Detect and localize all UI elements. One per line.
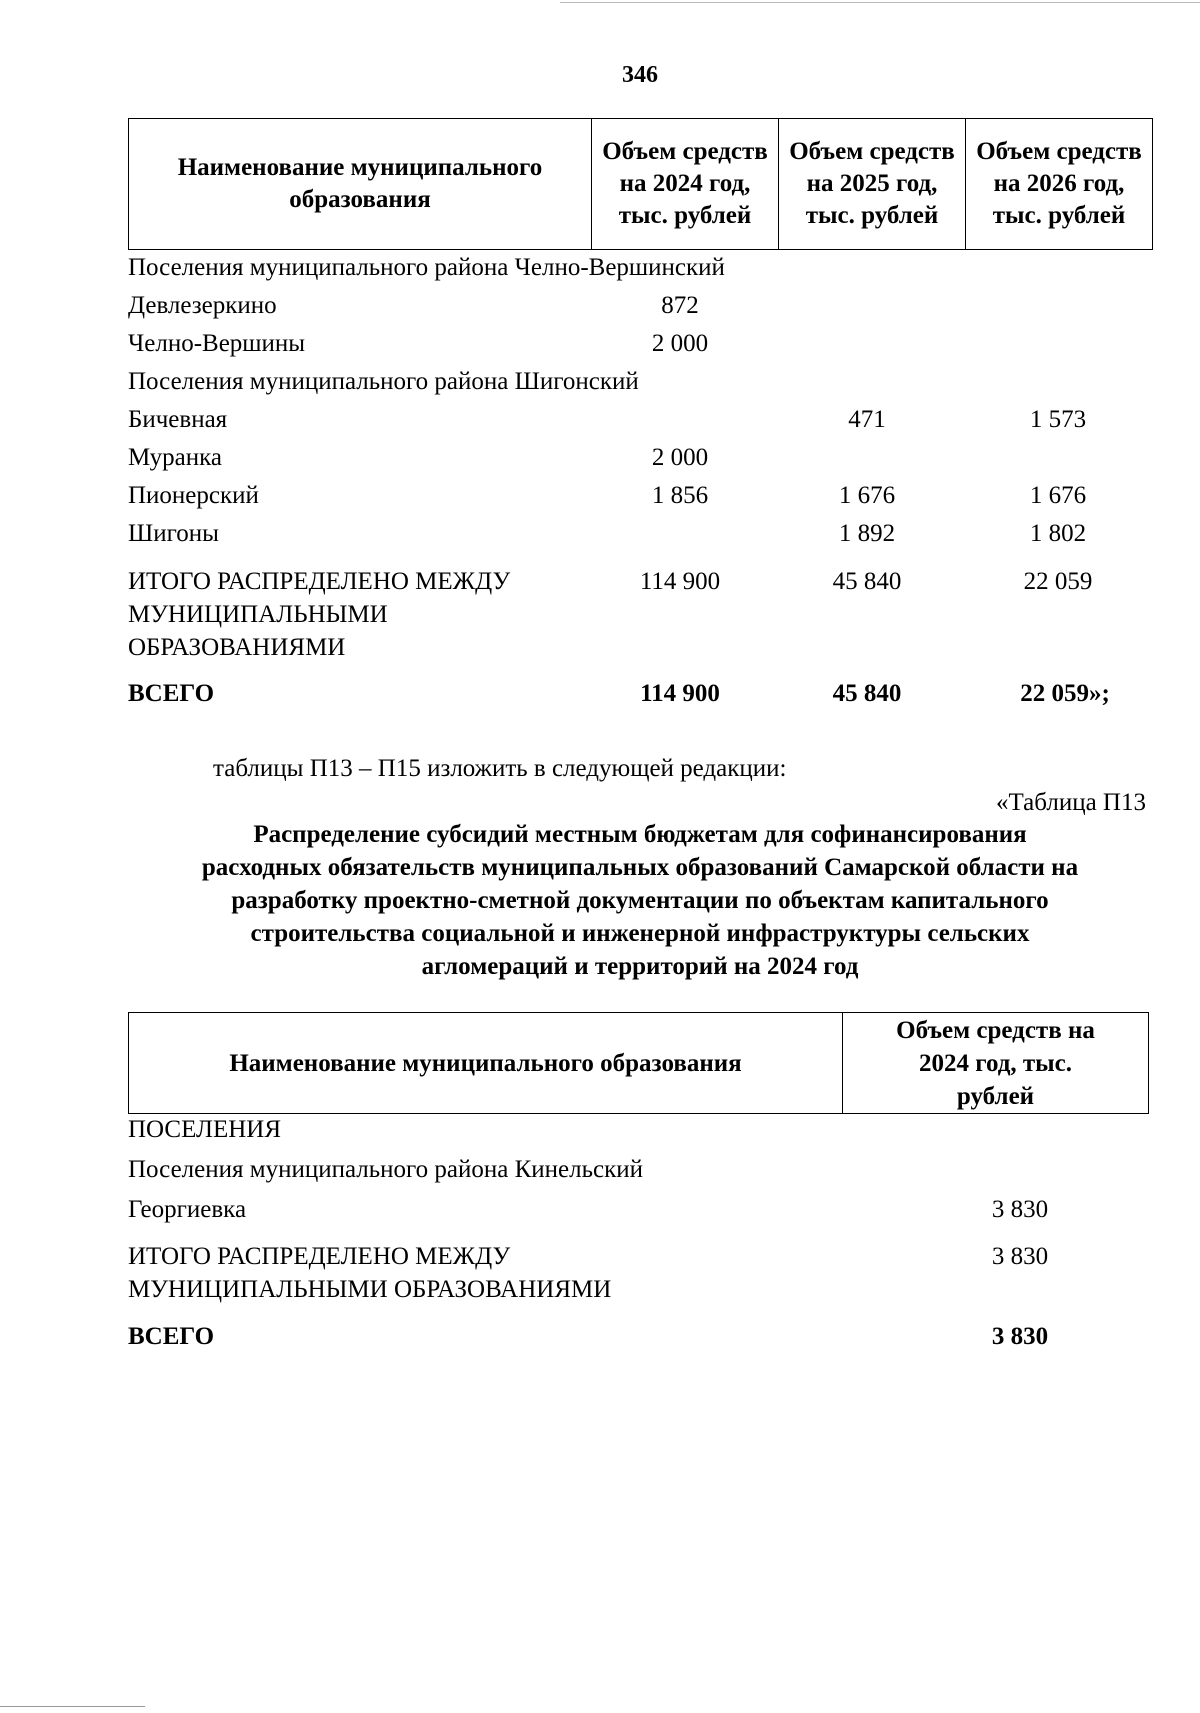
table1-row: Муранка: [128, 444, 222, 471]
table1-row: Девлезеркино: [128, 292, 277, 319]
table2-cell-2024: 3 830: [991, 1196, 1049, 1223]
table1-cell-2026: 1 802: [1029, 520, 1087, 547]
table1-header: [128, 118, 1153, 250]
caption-line: Распределение субсидий местным бюджетам для софинансирования: [253, 821, 1027, 848]
table1-col-2025: Объем средств на 2025 год, тыс. рублей: [779, 119, 966, 250]
table2-caption: [128, 818, 1152, 983]
table2-header: [128, 1012, 1149, 1114]
table1-row: Челно-Вершины: [128, 330, 306, 357]
table-reference: «Таблица П13: [996, 789, 1146, 816]
scan-artifact-bottom: [0, 1706, 145, 1707]
table2-col-name: Наименование муниципального образования: [129, 1013, 843, 1114]
table2-section: ПОСЕЛЕНИЯ: [128, 1116, 282, 1143]
table1-row: Пионерский: [128, 482, 259, 509]
table2-grand-total-label: ВСЕГО: [128, 1323, 215, 1350]
table1-grand-total-label: ВСЕГО: [128, 680, 215, 707]
table1-cell-2025: 1 892: [838, 520, 896, 547]
caption-line: агломераций и территорий на 2024 год: [421, 953, 859, 980]
table2-total-2024: 3 830: [991, 1243, 1049, 1270]
table1-total-label: МУНИЦИПАЛЬНЫМИ: [128, 601, 388, 628]
table1-total-2026: 22 059: [1023, 568, 1093, 595]
table1-row: Бичевная: [128, 406, 228, 433]
table2-row: Георгиевка: [128, 1196, 247, 1223]
table1-total-2024: 114 900: [639, 568, 721, 595]
table1-total-label: ИТОГО РАСПРЕДЕЛЕНО МЕЖДУ: [128, 568, 511, 595]
table1-cell-2024: 872: [661, 292, 699, 319]
table1-cell-2025: 1 676: [838, 482, 896, 509]
page-number: 346: [622, 62, 658, 88]
table2-total-label: ИТОГО РАСПРЕДЕЛЕНО МЕЖДУ: [128, 1243, 511, 1270]
table1-cell-2024: 2 000: [651, 444, 709, 471]
table2-total-label: МУНИЦИПАЛЬНЫМИ ОБРАЗОВАНИЯМИ: [128, 1276, 612, 1303]
caption-line: разработку проектно-сметной документации по объектам капитального: [231, 887, 1049, 914]
table1-cell-2024: 1 856: [651, 482, 709, 509]
table1-row: Шигоны: [128, 520, 219, 547]
table2-subsection: Поселения муниципального района Кинельский: [128, 1156, 644, 1183]
table1-grand-total-2026: 22 059»;: [1020, 680, 1110, 707]
table2-grand-total-2024: 3 830: [991, 1323, 1049, 1350]
table1-cell-2025: 471: [848, 406, 886, 433]
caption-line: строительства социальной и инженерной инфраструктуры сельских: [250, 920, 1030, 947]
table1-grand-total-2024: 114 900: [640, 680, 720, 707]
table1-total-label: ОБРАЗОВАНИЯМИ: [128, 634, 346, 661]
caption-line: расходных обязательств муниципальных образований Самарской области на: [201, 854, 1079, 881]
table1-col-name: Наименование муниципального образования: [129, 119, 592, 250]
amendment-paragraph: таблицы П13 – П15 изложить в следующей редакции:: [213, 755, 787, 782]
table2-col-2024: Объем средств на 2024 год, тыс. рублей: [843, 1013, 1149, 1114]
table1-cell-2024: 2 000: [651, 330, 709, 357]
table1-col-2024: Объем средств на 2024 год, тыс. рублей: [592, 119, 779, 250]
table1-col-2026: Объем средств на 2026 год, тыс. рублей: [966, 119, 1153, 250]
table1-cell-2026: 1 676: [1029, 482, 1087, 509]
table1-row: Поселения муниципального района Шигонский: [128, 368, 639, 395]
table1-cell-2026: 1 573: [1029, 406, 1087, 433]
table1-row: Поселения муниципального района Челно-Вершинский: [128, 254, 725, 281]
table1-grand-total-2025: 45 840: [832, 680, 902, 707]
table1-total-2025: 45 840: [832, 568, 902, 595]
scan-artifact-top: [560, 2, 1200, 3]
